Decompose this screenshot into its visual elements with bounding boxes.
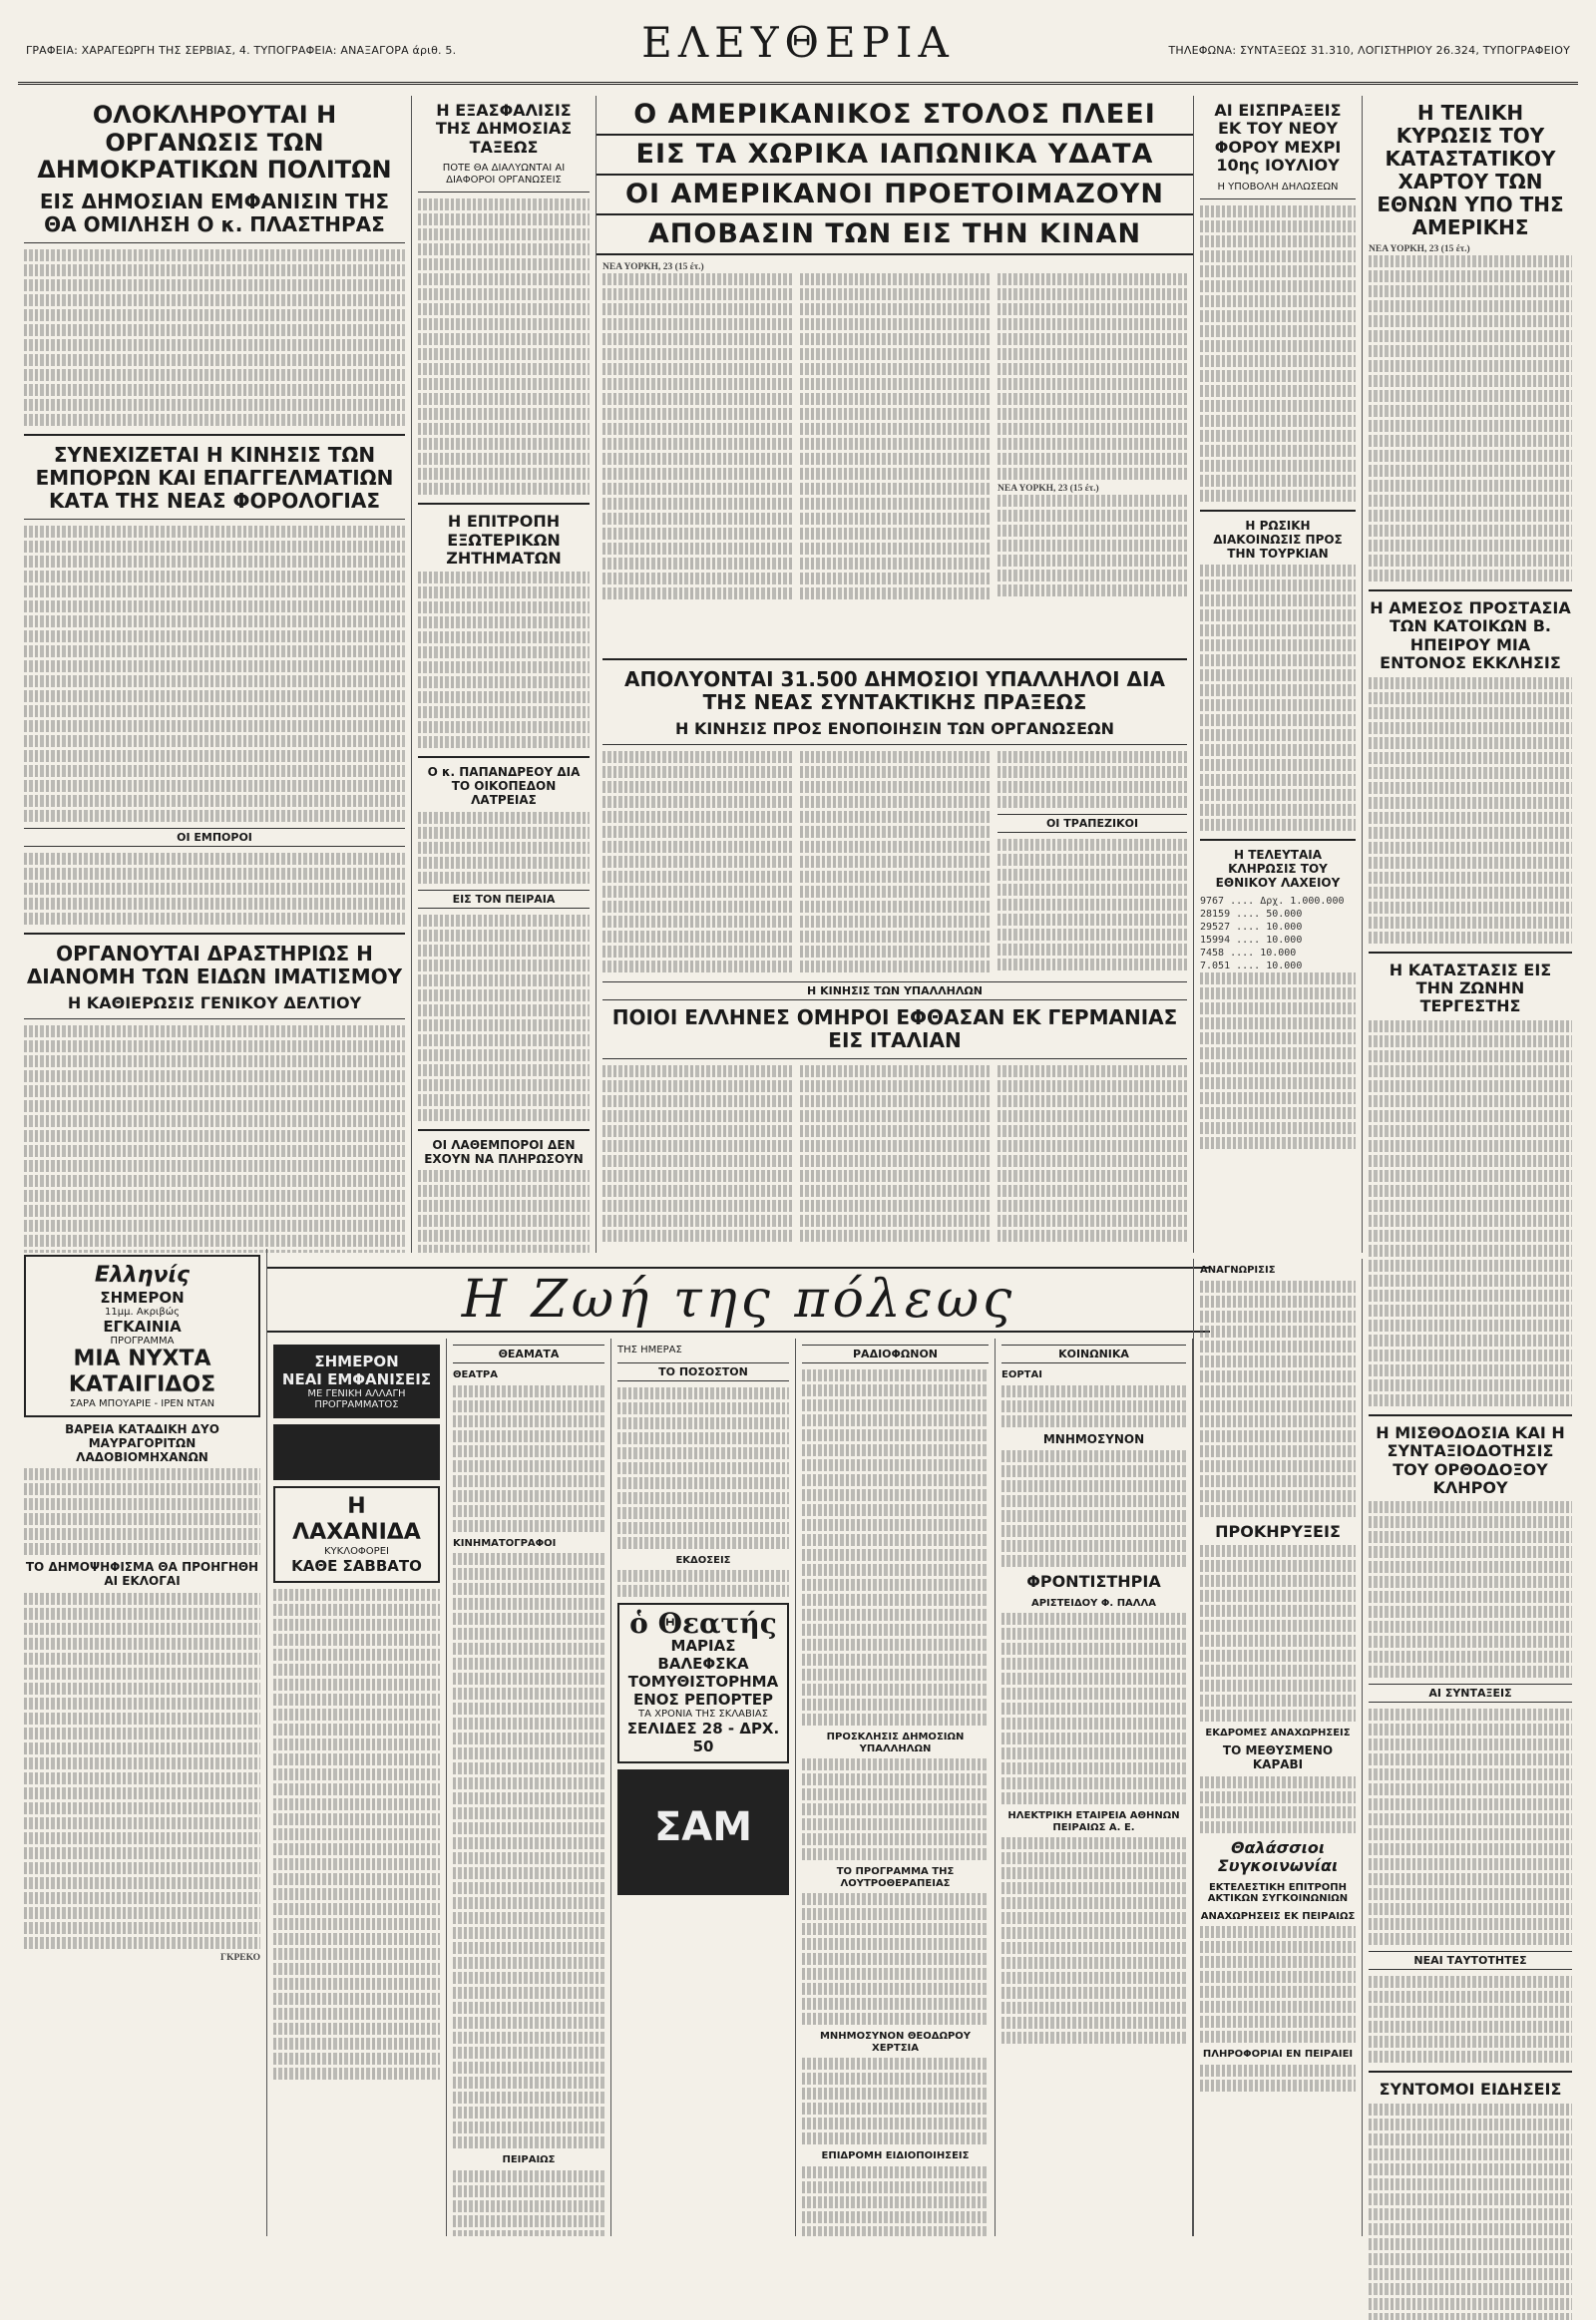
headline-clergy: Η ΜΙΣΘΟΔΟΣΙΑ ΚΑΙ Η ΣΥΝΤΑΞΙΟΔΟΤΗΣΙΣ ΤΟΥ ΟΡΘΟΔΟΞΟΥ ΚΛΗΡΟΥ [1376, 1422, 1565, 1497]
ad-lachanida [273, 1486, 440, 1583]
article-body [1200, 565, 1356, 831]
article-body [418, 915, 590, 1121]
ghost-ship-heading: ΤΟ ΜΕΘΥΣΜΕΝΟ ΚΑΡΑΒΙ [1222, 1743, 1334, 1772]
social-heading: ΚΟΙΝΩΝΙΚΑ [1001, 1345, 1186, 1363]
middle-col-c [998, 751, 1187, 975]
divider [418, 756, 590, 758]
lottery-row: 9767 .... Δρχ. 1.000.000 [1200, 895, 1345, 907]
theaters-sub: ΘΕΑΤΡΑ [453, 1369, 498, 1380]
ad-sam-name: ΣΑΜ [653, 1804, 753, 1850]
divider [602, 658, 1187, 660]
ad-theatis-l3: ΤΑ ΧΡΟΝΙΑ ΤΗΣ ΣΚΛΑΒΙΑΣ [638, 1709, 768, 1720]
article-body [1001, 1613, 1186, 1804]
headline-organization: ΟΛΟΚΛΗΡΟΥΤΑΙ Η ΟΡΓΑΝΩΣΙΣ ΤΩΝ ΔΗΜΟΚΡΑΤΙΚΩΝ ΠΟΛΙΤΩΝ [37, 101, 392, 185]
middle-col-b [800, 751, 990, 975]
headline-clothing: ΟΡΓΑΝΟΥΤΑΙ ΔΡΑΣΤΗΡΙΩΣ Η ΔΙΑΝΟΜΗ ΤΩΝ ΕΙΔΩΝ ΙΜΑΤΙΣΜΟΥ [26, 941, 403, 988]
headline-smugglers: ΟΙ ΛΑΘΕΜΠΟΡΟΙ ΔΕΝ ΕΧΟΥΝ ΝΑ ΠΛΗΡΩΣΟΥΝ [424, 1137, 584, 1166]
headline-hostages: ΠΟΙΟΙ ΕΛΛΗΝΕΣ ΟΜΗΡΟΙ ΕΦΘΑΣΑΝ ΕΚ ΓΕΡΜΑΝΙΑΣ ΕΙΣ ΙΤΑΛΙΑΝ [611, 1005, 1178, 1053]
article-body [1001, 1450, 1186, 1567]
departures-heading: ΑΝΑΧΩΡΗΣΕΙΣ ΕΚ ΠΕΙΡΑΙΩΣ [1200, 1910, 1356, 1922]
subhead-ids: ΝΕΑΙ ΤΑΥΤΟΤΗΤΕΣ [1369, 1951, 1572, 1970]
ad-lachanida-name: Η ΛΑΧΑΝΙΔΑ [292, 1494, 421, 1545]
headline-russian-note: Η ΡΩΣΙΚΗ ΔΙΑΚΟΙΝΩΣΙΣ ΠΡΟΣ ΤΗΝ ΤΟΥΡΚΙΑΝ [1213, 519, 1343, 561]
article-body [1200, 972, 1356, 1149]
lead-body [597, 261, 1193, 650]
radio-column [796, 1339, 996, 2236]
article-body [453, 1385, 604, 1532]
ad-dark-banner [273, 1424, 440, 1480]
divider [24, 242, 405, 243]
headline-dismissals-sub: Η ΚΙΝΗΣΙΣ ΠΡΟΣ ΕΝΟΠΟΙΗΣΙΝ ΤΩΝ ΟΡΓΑΝΩΣΕΩΝ [674, 719, 1115, 738]
piraeus-sub: ΠΕΙΡΑΙΩΣ [502, 2154, 556, 2165]
greko-label: ΓΚΡΕΚΟ [220, 1952, 260, 1963]
middle-col-a [602, 751, 792, 975]
column-2 [412, 96, 597, 1253]
article-body [24, 1025, 405, 1253]
article-body [802, 1369, 989, 1726]
ad-ellinis-time: 11μμ. Ακριβώς [105, 1307, 180, 1318]
headline-merchants: ΣΥΝΕΧΙΖΕΤΑΙ Η ΚΙΝΗΣΙΣ ΤΩΝ ΕΜΠΟΡΩΝ ΚΑΙ ΕΠΑΓΓΕΛΜΑΤΙΩΝ ΚΑΤΑ ΤΗΣ ΝΕΑΣ ΦΟΡΟΛΟΓΙΑΣ [35, 442, 394, 513]
article-body [24, 249, 405, 426]
masthead [18, 12, 1578, 85]
middle-columns-2 [602, 1065, 1187, 1245]
baths-heading: ΤΟ ΠΡΟΓΡΑΜΜΑ ΤΗΣ ΛΟΥΤΡΟΘΕΡΑΠΕΙΑΣ [836, 1866, 955, 1889]
day-title: ΤΟ ΠΟΣΟΣΤΟΝ [617, 1362, 789, 1381]
article-body [1369, 1501, 1572, 1678]
article-body [1369, 1709, 1572, 1945]
divider [1200, 198, 1356, 199]
ad-ellinis-brand: Ελληνίς [94, 1263, 191, 1288]
divider [418, 192, 590, 193]
article-body [1001, 1837, 1186, 2044]
article-body [802, 2166, 989, 2237]
headline-public-order-sub: ΠΟΤΕ ΘΑ ΔΙΑΛΥΩΝΤΑΙ ΑΙ ΔΙΑΦΟΡΟΙ ΟΡΓΑΝΩΣΕΙΣ [442, 163, 566, 186]
divider [1369, 589, 1572, 591]
column-1 [18, 96, 412, 1253]
radio-heading: ΡΑΔΙΟΦΩΝΟΝ [802, 1345, 989, 1363]
electric-heading: ΗΛΕΚΤΡΙΚΗ ΕΤΑΙΡΕΙΑ ΑΘΗΝΩΝ ΠΕΙΡΑΙΩΣ Α. Ε. [1007, 1810, 1180, 1833]
editions-heading: ΕΚΔΟΣΕΙΣ [675, 1554, 731, 1566]
divider [1200, 510, 1356, 512]
article-body [418, 198, 590, 495]
lead-headline-2: ΕΙΣ ΤΑ ΧΩΡΙΚΑ ΙΑΠΩΝΙΚΑ ΥΔΑΤΑ [597, 136, 1193, 176]
lead-col-b [800, 273, 990, 602]
article-body [24, 1468, 260, 1555]
article-body [1200, 2065, 1356, 2092]
article-body [1369, 1976, 1572, 2063]
hostages-col-b [800, 1065, 990, 1245]
ad-ellinis [24, 1255, 260, 1417]
article-body [1369, 677, 1572, 944]
ad-theatis-l1: ΜΑΡΙΑΣ ΒΑΛΕΦΣΚΑ [657, 1637, 749, 1673]
lead-headline-3: ΟΙ ΑΜΕΡΙΚΑΝΟΙ ΠΡΟΕΤΟΙΜΑΖΟΥΝ [597, 176, 1193, 215]
divider [24, 1018, 405, 1019]
proclamations-heading: ΠΡΟΚΗΡΥΞΕΙΣ [1215, 1521, 1341, 1541]
divider [1369, 1414, 1572, 1416]
lead-col-c [998, 273, 1187, 602]
headline-epirus: Η ΑΜΕΣΟΣ ΠΡΟΣΤΑΣΙΑ ΤΩΝ ΚΑΤΟΙΚΩΝ Β. ΗΠΕΙΡΟΥ ΜΙΑ ΕΝΤΟΝΟΣ ΕΚΚΛΗΣΙΣ [1370, 598, 1571, 673]
un-dateline: ΝΕΑ ΥΟΡΚΗ, 23 (15 έτ.) [1369, 244, 1470, 254]
tutor-name: ΑΡΙΣΤΕΙΔΟΥ Φ. ΠΑΛΛΑ [1030, 1597, 1157, 1609]
ad-nights-new: ΝΕΑΙ ΕΜΦΑΝΙΣΕΙΣ [281, 1370, 432, 1388]
day-column [611, 1339, 796, 2236]
epidrom-heading: ΕΠΙΔΡΟΜΗ ΕΙΔΙΟΠΟΙΗΣΕΙΣ [821, 2150, 970, 2161]
article-body [1369, 2104, 1572, 2320]
lead-col-a [602, 273, 792, 602]
headline-public-order: Η ΕΞΑΣΦΑΛΙΣΙΣ ΤΗΣ ΔΗΜΟΣΙΑΣ ΤΑΞΕΩΣ [435, 101, 573, 157]
ad-nights-today: ΣΗΜΕΡΟΝ [314, 1353, 399, 1370]
invitation-heading: ΠΡΟΣΚΛΗΣΙΣ ΔΗΜΟΣΙΩΝ ΥΠΑΛΛΗΛΩΝ [826, 1732, 965, 1754]
headline-plastiras: ΕΙΣ ΔΗΜΟΣΙΑΝ ΕΜΦΑΝΙΣΙΝ ΤΗΣ ΘΑ ΟΜΙΛΗΣΗ Ο κ. ΠΛΑΣΤΗΡΑΣ [39, 189, 390, 236]
middle-columns [602, 751, 1187, 975]
day-heading: ΤΗΣ ΗΜΕΡΑΣ [617, 1345, 682, 1355]
city-life-header: Η Ζωή της πόλεως [267, 1267, 1210, 1333]
ads-column-2 [267, 1339, 447, 2236]
article-body [1200, 1545, 1356, 1722]
recognition-heading: ΑΝΑΓΝΩΡΙΣΙΣ [1200, 1265, 1276, 1276]
lottery-row: 7458 .... 10.000 [1200, 947, 1297, 959]
theaters-column [447, 1339, 611, 2236]
lottery-results [1200, 895, 1356, 972]
article-body [453, 1553, 604, 2148]
article-body [1200, 1926, 1356, 2043]
lead-headline-1: Ο ΑΜΕΡΙΚΑΝΙΚΟΣ ΣΤΟΛΟΣ ΠΛΕΕΙ [597, 96, 1193, 136]
headline-clothing-sub: Η ΚΑΘΙΕΡΩΣΙΣ ΓΕΝΙΚΟΥ ΔΕΛΤΙΟΥ [67, 992, 362, 1012]
article-body [1369, 255, 1572, 581]
masthead-title: ΕΛΕΥΘΕΡΙΑ [641, 18, 955, 67]
theaters-heading: ΘΕΑΜΑΤΑ [453, 1345, 604, 1363]
lead-banner [597, 96, 1193, 255]
ad-theatis-name: ὁ Θεατής [629, 1607, 777, 1640]
headline-foreign-committee: Η ΕΠΙΤΡΟΠΗ ΕΞΩΤΕΡΙΚΩΝ ΖΗΤΗΜΑΤΩΝ [446, 512, 562, 568]
article-body [617, 1387, 789, 1549]
headline-referendum: ΤΟ ΔΗΜΟΨΗΦΙΣΜΑ ΘΑ ΠΡΟΗΓΗΘΗ ΑΙ ΕΚΛΟΓΑΙ [25, 1560, 259, 1589]
ad-theatis-l4: ΣΕΛΙΔΕΣ 28 - ΔΡΧ. 50 [626, 1720, 780, 1755]
hostages-col-c [998, 1065, 1187, 1245]
article-body [1001, 1385, 1186, 1427]
article-body [617, 1570, 789, 1597]
divider [1369, 2071, 1572, 2073]
ad-theatis-l2: ΤΟΜΥΘΙΣΤΟΡΗΜΑ ΕΝΟΣ ΡΕΠΟΡΤΕΡ [627, 1673, 779, 1709]
ad-ellinis-cast: ΣΑΡΑ ΜΠΟΥΑΡΙΕ - ΙΡΕΝ ΝΤΑΝ [69, 1398, 215, 1409]
ad-ellinis-film: ΜΙΑ ΝΥΧΤΑ ΚΑΤΑΙΓΙΔΟΣ [68, 1347, 216, 1397]
divider [418, 1129, 590, 1131]
column-4 [1193, 96, 1363, 1253]
lead-dateline: ΝΕΑ ΥΟΡΚΗ, 23 (15 έτ.) [602, 262, 704, 272]
article-body [802, 2058, 989, 2144]
lead-columns [602, 273, 1187, 602]
headline-oil-producers: ΒΑΡΕΙΑ ΚΑΤΑΔΙΚΗ ΔΥΟ ΜΑΥΡΑΓΟΡΙΤΩΝ ΛΑΔΟΒΙΟΜΗΧΑΝΩΝ [65, 1422, 219, 1464]
subhead-declarations: Η ΥΠΟΒΟΛΗ ΔΗΛΩΣΕΩΝ [1217, 181, 1339, 193]
masthead-phones: ΤΗΛΕΦΩΝΑ: ΣΥΝΤΑΞΕΩΣ 31.310, ΛΟΓΙΣΤΗΡΙΟΥ 26.324, ΤΥΠΟΓΡΑΦΕΙΟΥ [1168, 44, 1570, 57]
article-body [273, 1589, 440, 2080]
article-body [1369, 1020, 1572, 1406]
ad-lachanida-l2: ΚΑΘΕ ΣΑΒΒΑΤΟ [291, 1557, 422, 1575]
lottery-row: 15994 .... 10.000 [1200, 934, 1303, 946]
article-body [24, 1593, 260, 1949]
ad-nights-change: ΜΕ ΓΕΝΙΚΗ ΑΛΛΑΓΗ ΠΡΟΓΡΑΜΜΑΤΟΣ [307, 1388, 406, 1410]
tutor-heading: ΦΡΟΝΤΙΣΤΗΡΙΑ [1026, 1572, 1161, 1592]
article-body [802, 1893, 989, 2025]
article-body [802, 1758, 989, 1860]
newspaper-page [18, 12, 1578, 2256]
column-5 [1363, 96, 1578, 2320]
headline-tax-revenue: ΑΙ ΕΙΣΠΡΑΞΕΙΣ ΕΚ ΤΟΥ ΝΕΟΥ ΦΟΡΟΥ ΜΕΧΡΙ 10ης ΙΟΥΛΙΟΥ [1214, 101, 1342, 176]
divider [602, 744, 1187, 745]
divider [24, 933, 405, 935]
cinemas-sub: ΚΙΝΗΜΑΤΟΓΡΑΦΟΙ [453, 1537, 557, 1549]
ads-column [18, 1249, 267, 2236]
headline-un-charter: Η ΤΕΛΙΚΗ ΚΥΡΩΣΙΣ ΤΟΥ ΚΑΤΑΣΤΑΤΙΚΟΥ ΧΑΡΤΟΥ ΤΩΝ ΕΘΝΩΝ ΥΠΟ ΤΗΣ ΑΜΕΡΙΚΗΣ [1377, 101, 1564, 239]
excursion-heading: ΕΚΔΡΟΜΕΣ ΑΝΑΧΩΡΗΣΕΙΣ [1205, 1727, 1351, 1739]
subhead-employees: Η ΚΙΝΗΣΙΣ ΤΩΝ ΥΠΑΛΛΗΛΩΝ [602, 981, 1187, 1000]
ad-nights [273, 1345, 440, 1418]
memorial-heading: ΜΝΗΜΟΣΥΝΟΝ ΘΕΟΔΩΡΟΥ ΧΕΡΤΣΙΑ [819, 2031, 972, 2054]
social-sub: ΕΟΡΤΑΙ [1001, 1369, 1042, 1380]
social-memorial: ΜΝΗΜΟΣΥΝΟΝ [1042, 1431, 1145, 1446]
divider [1369, 952, 1572, 954]
ad-ellinis-today: ΣΗΜΕΡΟΝ [100, 1289, 185, 1307]
hostages-col-a [602, 1065, 792, 1245]
headline-lottery: Η ΤΕΛΕΥΤΑΙΑ ΚΛΗΡΩΣΙΣ ΤΟΥ ΕΘΝΙΚΟΥ ΛΑΧΕΙΟΥ [1215, 848, 1341, 891]
misc-column [1193, 1259, 1363, 2236]
ad-ellinis-program: ΠΡΟΓΡΑΜΜΑ [110, 1336, 175, 1347]
middle-section [597, 650, 1193, 1259]
subhead-piraeus: ΕΙΣ ΤΟΝ ΠΕΙΡΑΙΑ [418, 890, 590, 909]
ad-ellinis-event: ΕΓΚΑΙΝΙΑ [103, 1318, 182, 1336]
headline-trieste: Η ΚΑΤΑΣΤΑΣΙΣ ΕΙΣ ΤΗΝ ΖΩΝΗΝ ΤΕΡΓΕΣΤΗΣ [1389, 960, 1552, 1016]
headline-brief-news: ΣΥΝΤΟΜΟΙ ΕΙΔΗΣΕΙΣ [1379, 2080, 1562, 2100]
subhead-pensions: ΑΙ ΣΥΝΤΑΞΕΙΣ [1369, 1684, 1572, 1703]
article-body [1200, 1776, 1356, 1833]
article-body [1200, 1281, 1356, 1517]
divider [418, 503, 590, 505]
lottery-row: 28159 .... 50.000 [1200, 908, 1303, 920]
lottery-row: 7.051 .... 10.000 [1200, 960, 1303, 971]
headline-papandreou: Ο κ. ΠΑΠΑΝΔΡΕΟΥ ΔΙΑ ΤΟ ΟΙΚΟΠΕΔΟΝ ΛΑΤΡΕΙΑΣ [427, 765, 581, 807]
social-column [996, 1339, 1193, 2236]
divider [1200, 839, 1356, 841]
ad-theatis [617, 1603, 789, 1763]
article-body [24, 853, 405, 925]
subhead-merchants: ΟΙ ΕΜΠΟΡΟΙ [24, 828, 405, 847]
article-body [418, 1170, 590, 1253]
divider [24, 519, 405, 520]
lottery-row: 29527 .... 10.000 [1200, 921, 1303, 933]
article-body [418, 572, 590, 748]
ad-lachanida-l1: ΚΥΚΛΟΦΟΡΕΙ [324, 1546, 389, 1557]
ad-sam [617, 1769, 789, 1895]
article-body [453, 2170, 604, 2237]
info-heading: ΠΛΗΡΟΦΟΡΙΑΙ ΕΝ ΠΕΙΡΑΙΕΙ [1202, 2049, 1354, 2061]
sea-sub: ΕΚΤΕΛΕΣΤΙΚΗ ΕΠΙΤΡΟΠΗ ΑΚΤΙΚΩΝ ΣΥΓΚΟΙΝΩΝΙΩΝ [1207, 1881, 1349, 1905]
article-body [24, 526, 405, 822]
subhead-bankers: ΟΙ ΤΡΑΠΕΖΙΚΟΙ [998, 814, 1187, 833]
sea-heading: Θαλάσσιοι Συγκοινωνίαι [1217, 1837, 1339, 1876]
lead-dateline-2: ΝΕΑ ΥΟΡΚΗ, 23 (15 έτ.) [998, 484, 1099, 494]
lead-headline-4: ΑΠΟΒΑΣΙΝ ΤΩΝ ΕΙΣ ΤΗΝ ΚΙΝΑΝ [597, 215, 1193, 255]
divider [24, 434, 405, 436]
article-body [1200, 205, 1356, 502]
headline-dismissals: ΑΠΟΛΥΟΝΤΑΙ 31.500 ΔΗΜΟΣΙΟΙ ΥΠΑΛΛΗΛΟΙ ΔΙΑ ΤΗΣ ΝΕΑΣ ΣΥΝΤΑΚΤΙΚΗΣ ΠΡΑΞΕΩΣ [624, 667, 1165, 714]
masthead-address: ΓΡΑΦΕΙΑ: ΧΑΡΑΓΕΩΡΓΗ ΤΗΣ ΣΕΡΒΙΑΣ, 4. ΤΥΠΟΓΡΑΦΕΙΑ: ΑΝΑΞΑΓΟΡΑ άριθ. 5. [26, 44, 457, 57]
divider [602, 1058, 1187, 1059]
article-body [418, 812, 590, 884]
